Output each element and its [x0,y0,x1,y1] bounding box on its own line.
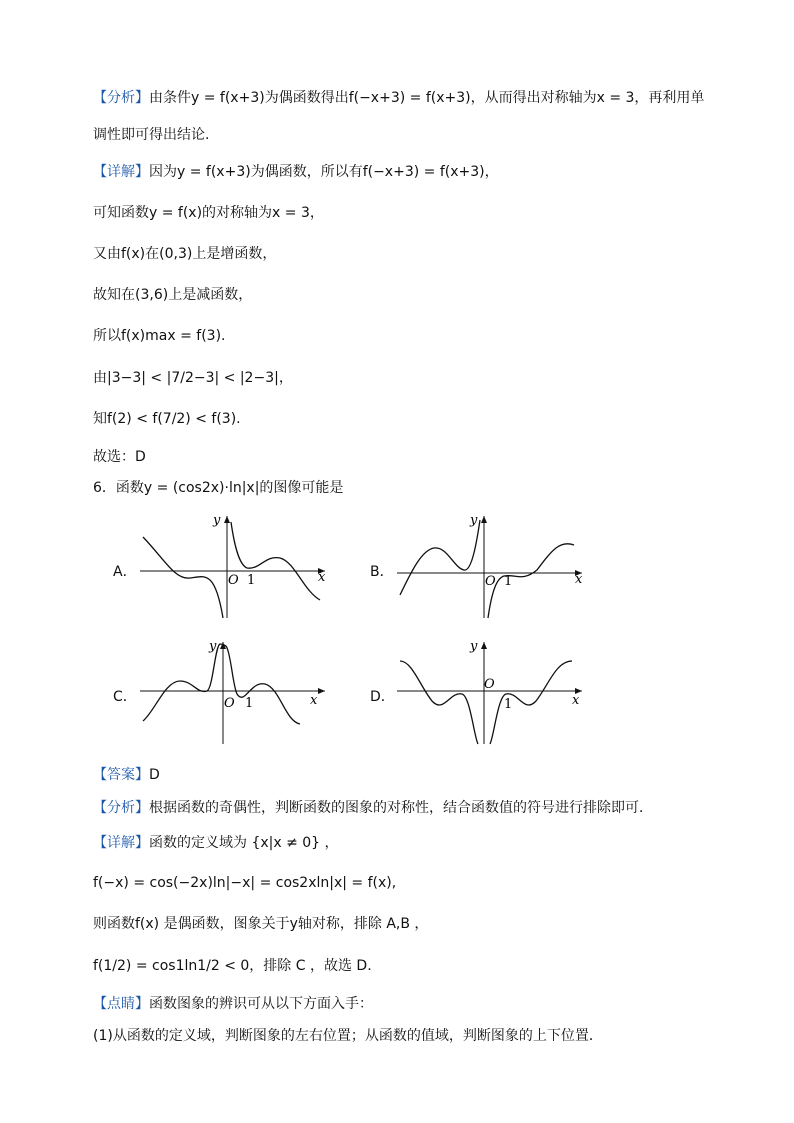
graph-a-y: y [213,513,221,528]
detail-line-3 [93,244,276,264]
answer-tag: 【答案】 [93,767,149,783]
detail2-text-3: 则函数f(x) 是偶函数，图象关于y轴对称，排除 A,B ， [93,916,429,932]
analysis-line-1 [93,88,704,108]
graph-c-x: x [310,693,318,708]
option-d-label: D． [370,689,395,705]
graph-b-origin: O [485,574,496,589]
graph-b [392,510,592,622]
tip-text-2: (1)从函数的定义域，判断图象的左右位置；从函数的值域，判断图象的上下位置． [93,1028,603,1044]
graph-c-y: y [209,639,217,654]
answer-line [93,765,160,785]
detail-text-7: 知f(2) < f(7/2) < f(3). [93,411,241,427]
graph-a-origin: O [228,573,239,588]
detail-line-7 [93,409,241,429]
graph-a-one: 1 [247,573,256,588]
answer-line-prev [93,447,146,467]
prev-answer: 故选：D [93,449,146,465]
analysis-line-2 [93,125,209,145]
detail-line-4 [93,285,252,305]
analysis2-text: 根据函数的奇偶性，判断函数的图象的对称性，结合函数值的符号进行排除即可． [149,800,653,816]
option-b-label: B． [370,564,394,580]
detail2-text: 函数的定义域为 {x|x ≠ 0} ， [149,835,339,851]
detail-text-2: 可知函数y = f(x)的对称轴为x = 3， [93,205,324,221]
detail2-text-2: f(−x) = cos(−2x)ln|−x| = cos2xln|x| = f(x), [93,875,397,891]
detail-line-6 [93,368,293,388]
tip-text: 函数图象的辨识可从以下方面入手： [149,996,373,1012]
tip-line [93,994,373,1014]
graph-d-y: y [470,639,478,654]
question-6 [93,478,343,498]
option-a-label: A． [113,564,137,580]
analysis2-tag: 【分析】 [93,800,149,816]
answer-text: D [149,767,160,783]
detail2-line-2 [93,873,396,893]
detail-tag: 【详解】 [93,164,149,180]
detail-text-6: 由|3−3| < |7/2−3| < |2−3|， [93,370,293,386]
detail-line-5 [93,326,225,346]
detail-text-3: 又由f(x)在(0,3)上是增函数， [93,246,277,262]
graph-b-y: y [470,513,478,528]
tip-line-2 [93,1026,603,1046]
analysis-tag: 【分析】 [93,90,149,106]
graph-d-one: 1 [504,697,513,712]
detail-text-4: 故知在(3,6)上是减函数， [93,287,253,303]
analysis-text: 由条件y = f(x+3)为偶函数得出f(−x+3) = f(x+3)，从而得出对称轴为x = 3，再利用单 [149,90,705,106]
graph-c-one: 1 [245,696,254,711]
analysis-text-cont: 调性即可得出结论. [93,127,210,143]
graph-c-origin: O [224,696,235,711]
detail2-text-4: f(1/2) = cos1ln1/2 < 0，排除 C ，故选 D. [93,958,372,974]
detail-text: 因为y = f(x+3)为偶函数，所以有f(−x+3) = f(x+3)， [149,164,499,180]
graph-c [135,636,335,748]
detail-line-1 [93,162,499,182]
analysis2-line [93,798,653,818]
graph-b-x: x [575,572,583,587]
detail2-line-3 [93,914,428,934]
graph-b-one: 1 [504,574,513,589]
question-6-text: 6．函数y = (cos2x)·ln|x|的图像可能是 [93,480,344,496]
graph-d [392,636,592,748]
option-c-label: C． [113,689,137,705]
detail2-line-1 [93,833,339,853]
graph-a [135,510,335,622]
graph-d-origin: O [484,677,495,692]
tip-tag: 【点睛】 [93,996,149,1012]
graph-d-x: x [572,693,580,708]
detail-line-2 [93,203,324,223]
detail2-tag: 【详解】 [93,835,149,851]
detail-text-5: 所以f(x)max = f(3). [93,328,226,344]
graph-a-x: x [318,570,326,585]
detail2-line-4 [93,956,372,976]
